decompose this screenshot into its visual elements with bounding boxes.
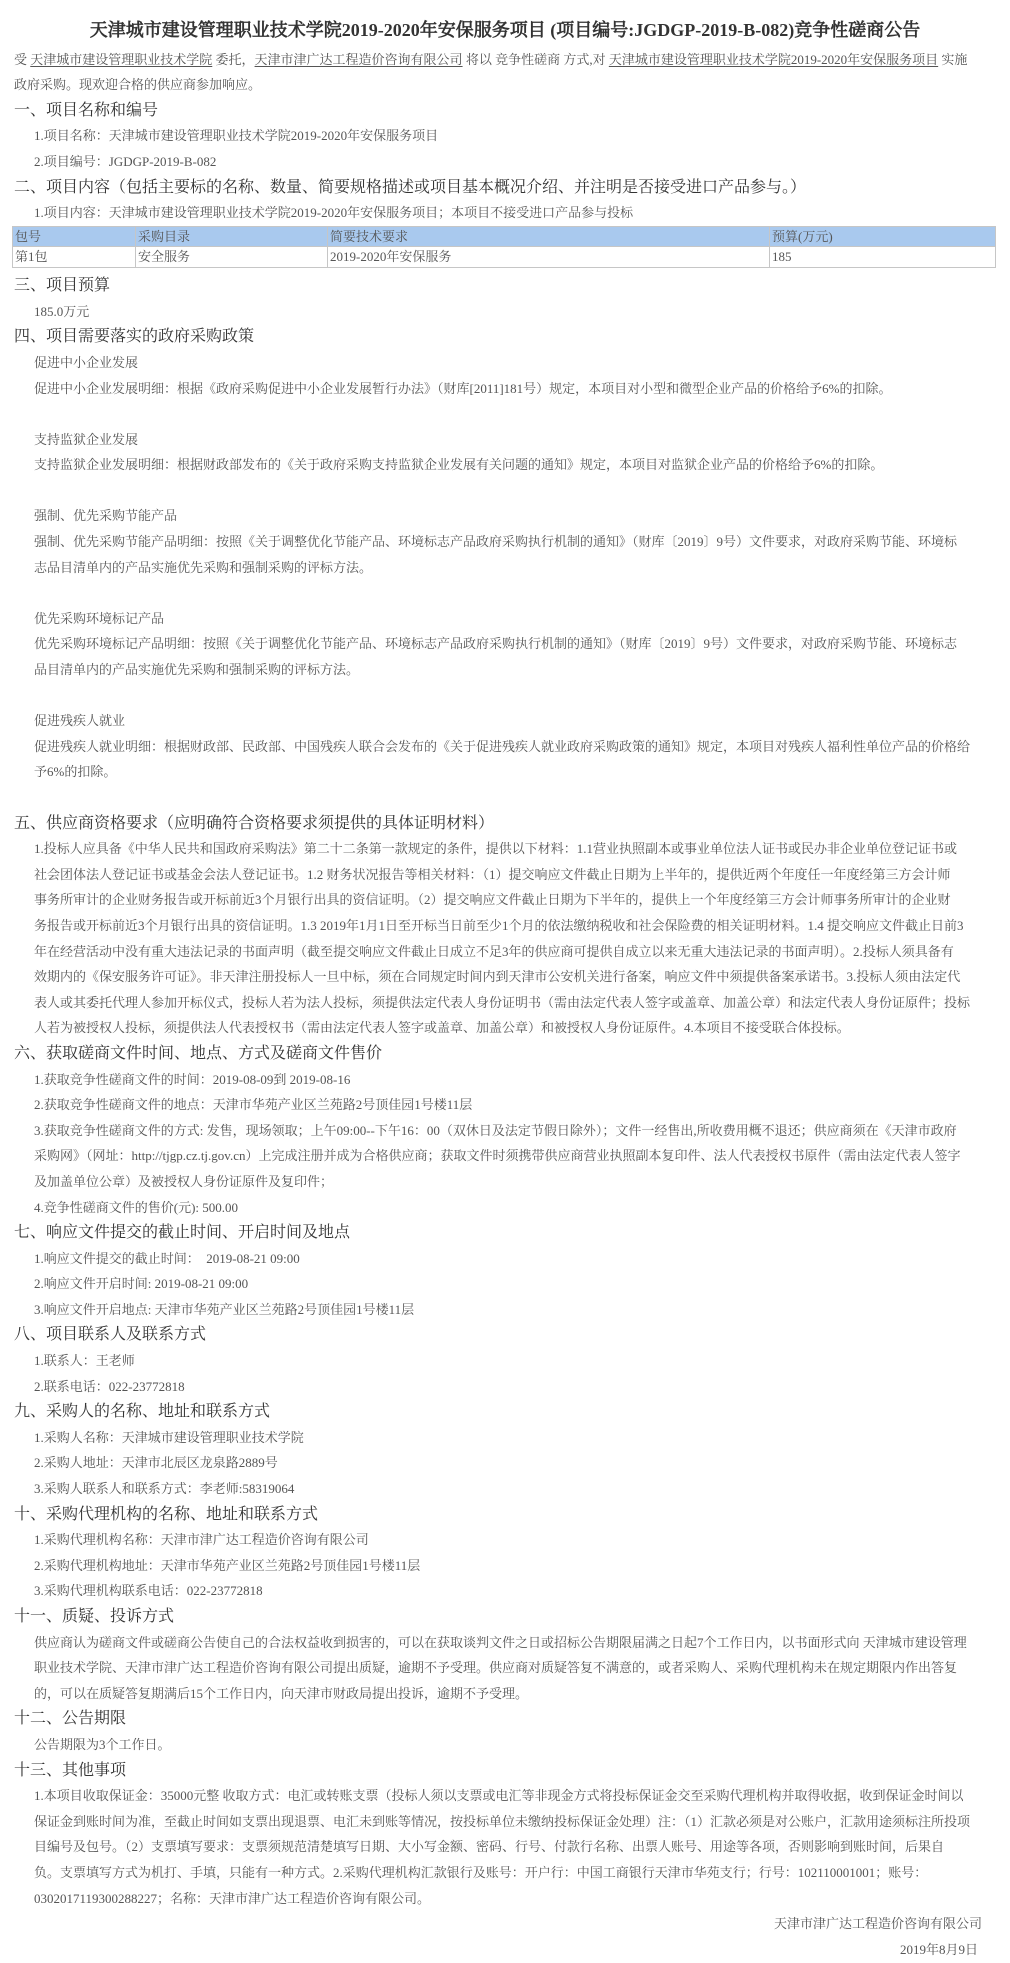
policy-title-energy: 强制、优先采购节能产品 (34, 508, 178, 524)
intro-method-text: 将以 竞争性磋商 方式,对 (462, 51, 609, 67)
document-acquisition-place: 2.获取竞争性磋商文件的地点：天津市华苑产业区兰苑路2号顶佳园1号楼11层 (34, 1097, 473, 1113)
policy-detail-disability-cont: 予6%的扣除。 (34, 764, 117, 780)
policy-detail-disability: 促进残疾人就业明细：根据财政部、民政部、中国残疾人联合会发布的《关于促进残疾人就业政府采购政策的通知》规定，本项目对残疾人福利性单位产品的价格给 (34, 738, 971, 754)
policy-title-sme: 促进中小企业发展 (34, 354, 139, 370)
qualification-text-line: 表人或其委托代理人参加开标仪式，投标人若为法人投标，须提供法定代表人身份证明书（需由法定代表人签字或盖章、加盖公章）和法定代表人身份证原件；投标 (34, 994, 971, 1010)
package-table (12, 226, 996, 268)
contact-phone: 2.联系电话：022-23772818 (34, 1378, 185, 1394)
other-matters-line: 0302017119300288227；名称：天津市津广达工程造价咨询有限公司。 (34, 1890, 431, 1906)
section-heading-4: 四、项目需要落实的政府采购政策 (14, 328, 255, 346)
table-header-requirements: 简要技术要求 (328, 226, 770, 246)
blank-line (14, 401, 985, 427)
section-heading-8: 八、项目联系人及联系方式 (14, 1326, 207, 1344)
qualification-text-line: 年在经营活动中没有重大违法记录的书面声明（截至提交响应文件截止日成立不足3年的供应商可提供自成立以来无重大违法记录的书面声明）。2.投标人须具备有 (34, 943, 954, 959)
signature-date: 2019年8月9日 (899, 1941, 978, 1957)
table-header-budget: 预算(万元) (770, 226, 996, 246)
section-heading-7: 七、响应文件提交的截止时间、开启时间及地点 (14, 1224, 351, 1242)
project-name-item: 1.项目名称：天津城市建设管理职业技术学院2019-2020年安保服务项目 (34, 128, 439, 144)
table-cell-budget: 185 (770, 246, 996, 267)
policy-detail-environment-cont: 品目清单内的产品实施优先采购和强制采购的评标方法。 (34, 662, 360, 678)
section-heading-11: 十一、质疑、投诉方式 (14, 1608, 175, 1626)
policy-detail-prison: 支持监狱企业发展明细：根据财政部发布的《关于政府采购支持监狱企业发展有关问题的通知》规定，本项目对监狱企业产品的价格给予6%的扣除。 (34, 457, 884, 473)
intro-line-1 (14, 47, 985, 73)
qualification-text-line: 1.投标人应具备《中华人民共和国政府采购法》第二十二条第一款规定的条件，提供以下材料：1.1营业执照副本或事业单位法人证书或民办非企业单位登记证书或 (34, 841, 958, 857)
agency-address: 2.采购代理机构地址：天津市华苑产业区兰苑路2号顶佳园1号楼11层 (34, 1557, 421, 1573)
announcement-body (0, 47, 1010, 1963)
blank-line (14, 785, 985, 811)
table-cell-requirements: 2019-2020年安保服务 (328, 246, 770, 267)
purchaser-contact: 3.采购人联系人和联系方式：李老师:58319064 (34, 1481, 295, 1497)
project-number-item: 2.项目编号：JGDGP-2019-B-082 (34, 153, 217, 169)
budget-amount: 185.0万元 (34, 303, 90, 319)
document-acquisition-method: 3.获取竞争性磋商文件的方式: 发售，现场领取；上午09:00--下午16：00（双休日及法定节假日除外）；文件一经售出,所收费用概不退还；供应商须在《天津市政府 (34, 1122, 957, 1138)
section-heading-2: 二、项目内容（包括主要标的名称、数量、简要规格描述或项目基本概况介绍、并注明是否接受进口产品参与。） (14, 178, 807, 196)
table-cell-category: 安全服务 (136, 246, 328, 267)
table-header-category: 采购目录 (136, 226, 328, 246)
complaint-text-line: 职业技术学院、天津市津广达工程造价咨询有限公司提出质疑，逾期不予受理。供应商对质疑答复不满意的，或者采购人、采购代理机构未在规定期限内作出答复 (34, 1660, 958, 1676)
agency-name: 1.采购代理机构名称：天津市津广达工程造价咨询有限公司 (34, 1532, 369, 1548)
project-content-item: 1.项目内容：天津城市建设管理职业技术学院2019-2020年安保服务项目；本项目不接受进口产品参与投标 (34, 205, 634, 221)
section-heading-5: 五、供应商资格要求（应明确符合资格要求须提供的具体证明材料） (14, 814, 495, 832)
section-heading-13: 十三、其他事项 (14, 1761, 127, 1779)
section-heading-10: 十、采购代理机构的名称、地址和联系方式 (14, 1505, 319, 1523)
intro-prefix: 受 (14, 51, 31, 67)
page-title: 天津城市建设管理职业技术学院2019-2020年安保服务项目 (项目编号:JGDGP-2019-B-082)竞争性磋商公告 (89, 20, 921, 40)
document-acquisition-method-cont: 采购网》（网址：http://tjgp.cz.tj.gov.cn）上完成注册并成为合格供应商；获取文件时须携带供应商营业执照副本复印件、法人代表授权书原件（需由法定代表人签字 (34, 1148, 961, 1164)
announcement-period: 公告期限为3个工作日。 (34, 1736, 171, 1752)
policy-title-prison: 支持监狱企业发展 (34, 431, 139, 447)
other-matters-line: 1.本项目收取保证金：35000元整 收取方式：电汇或转账支票（投标人须以支票或电汇等非现金方式将投标保证金交至采购代理机构并取得收据，收到保证金时间以 (34, 1788, 964, 1804)
blank-line (14, 478, 985, 504)
signature-organization: 天津市津广达工程造价咨询有限公司 (773, 1916, 982, 1932)
policy-detail-environment: 优先采购环境标记产品明细：按照《关于调整优化节能产品、环境标志产品政府采购执行机制的通知》（财库〔2019〕9号）文件要求，对政府采购节能、环境标志 (34, 636, 958, 652)
contact-person: 1.联系人：王老师 (34, 1353, 135, 1369)
table-header-row (13, 226, 996, 246)
complaint-text-line: 的，可以在质疑答复期满后15个工作日内，向天津市财政局提出投诉，逾期不予受理。 (34, 1685, 529, 1701)
policy-detail-energy: 强制、优先采购节能产品明细：按照《关于调整优化节能产品、环境标志产品政府采购执行机制的通知》（财库〔2019〕9号）文件要求，对政府采购节能、环境标 (34, 534, 958, 550)
section-heading-12: 十二、公告期限 (14, 1710, 127, 1728)
section-heading-1: 一、项目名称和编号 (14, 101, 159, 119)
table-row (13, 246, 996, 267)
document-price: 4.竞争性磋商文件的售价(元): 500.00 (34, 1199, 239, 1215)
qualification-text-line: 事务所审计的企业财务报告或开标前近3个月银行出具的资信证明。（2）提交响应文件截止日期为下半年的，提供上一个年度经第三方会计师事务所审计的企业财 (34, 892, 951, 908)
policy-detail-sme: 促进中小企业发展明细：根据《政府采购促进中小企业发展暂行办法》（财库[2011]181号）规定，本项目对小型和微型企业产品的价格给予6%的扣除。 (34, 380, 892, 396)
blank-line (14, 683, 985, 709)
document-acquisition-method-cont: 及加盖单位公章）及被授权人身份证原件及复印件； (34, 1173, 334, 1189)
section-heading-9: 九、采购人的名称、地址和联系方式 (14, 1403, 271, 1421)
intro-entrust-text: 委托， (212, 51, 255, 67)
policy-title-disability: 促进残疾人就业 (34, 713, 126, 729)
qualification-text-line: 务报告或开标前近3个月银行出具的资信证明。1.3 2019年1月1日至开标当日前至少1个月的依法缴纳税收和社会保险费的相关证明材料。1.4 提交响应文件截止日前3 (34, 917, 964, 933)
opening-place: 3.响应文件开启地点: 天津市华苑产业区兰苑路2号顶佳园1号楼11层 (34, 1301, 415, 1317)
policy-title-environment: 优先采购环境标记产品 (34, 610, 165, 626)
complaint-text-line: 供应商认为磋商文件或磋商公告使自己的合法权益收到损害的，可以在获取谈判文件之日或招标公告期限届满之日起7个工作日内，以书面形式向 天津城市建设管理 (34, 1634, 967, 1650)
purchaser-name-underlined: 天津城市建设管理职业技术学院 (30, 51, 213, 67)
other-matters-line: 负。支票填写方式为机打、手填，只能有一种方式。2.采购代理机构汇款银行及账号：开户行：中国工商银行天津市华苑支行；行号：102110001001；账号： (34, 1864, 928, 1880)
other-matters-line: 保证金到账时间为准，至截止时间如支票出现退票、电汇未到账等情况，按投标单位未缴纳投标保证金处理）注：（1）汇款必须是对公账户，汇款用途须标注所投项 (34, 1813, 971, 1829)
intro-suffix: 实施 (938, 51, 968, 67)
document-acquisition-time: 1.获取竞争性磋商文件的时间：2019-08-09到 2019-08-16 (34, 1071, 351, 1087)
project-name-underlined: 天津城市建设管理职业技术学院2019-2020年安保服务项目 (608, 51, 939, 67)
other-matters-line: 目编号及包号。（2）支票填写要求：支票须规范清楚填写日期、大小写金额、密码、行号、付款行名称、出票人账号、用途等各项，否则影响到账时间，后果自 (34, 1839, 945, 1855)
table-header-package-no: 包号 (13, 226, 136, 246)
section-heading-6: 六、获取磋商文件时间、地点、方式及磋商文件售价 (14, 1044, 383, 1062)
policy-detail-energy-cont: 志品目清单内的产品实施优先采购和强制采购的评标方法。 (34, 559, 373, 575)
agency-name-underlined: 天津市津广达工程造价咨询有限公司 (254, 51, 463, 67)
qualification-text-line: 效期内的《保安服务许可证》。非天津注册投标人一旦中标，须在合同规定时间内到天津市公安机关进行备案，响应文件中须提供备案承诺书。3.投标人须由法定代 (34, 969, 961, 985)
blank-line (14, 580, 985, 606)
section-heading-3: 三、项目预算 (14, 277, 111, 295)
qualification-text-line: 人若为被授权人投标，须提供法人代表授权书（需由法定代表人签字或盖章、加盖公章）和被授权人身份证原件。4.本项目不接受联合体投标。 (34, 1020, 850, 1036)
table-cell-package-no: 第1包 (13, 246, 136, 267)
purchaser-address: 2.采购人地址：天津市北辰区龙泉路2889号 (34, 1455, 278, 1471)
qualification-text-line: 社会团体法人登记证书或基金会法人登记证书。1.2 财务状况报告等相关材料：（1）提交响应文件截止日期为上半年的，提供近两个年度任一年度经第三方会计师 (34, 866, 951, 882)
submission-deadline: 1.响应文件提交的截止时间： 2019-08-21 09:00 (34, 1250, 300, 1266)
purchaser-name: 1.采购人名称：天津城市建设管理职业技术学院 (34, 1429, 304, 1445)
intro-line-2: 政府采购。现欢迎合格的供应商参加响应。 (14, 77, 262, 93)
opening-time: 2.响应文件开启时间: 2019-08-21 09:00 (34, 1276, 249, 1292)
agency-phone: 3.采购代理机构联系电话：022-23772818 (34, 1583, 263, 1599)
